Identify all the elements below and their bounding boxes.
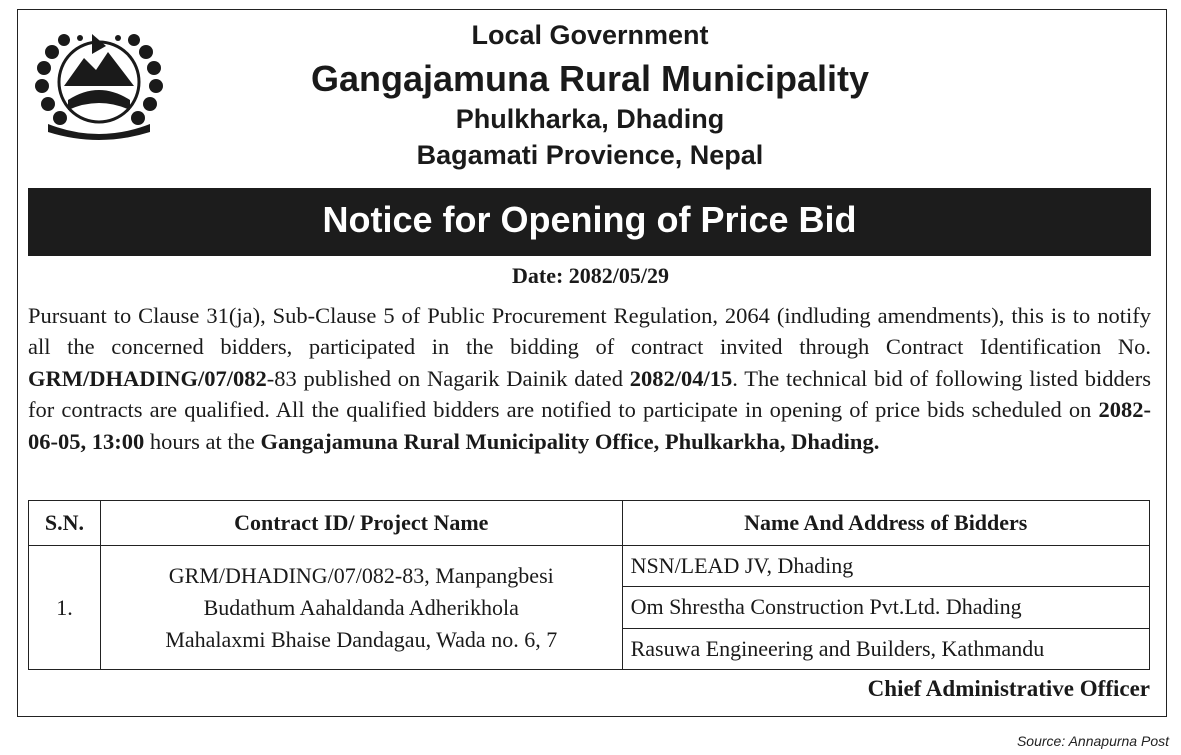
table-row [29,546,1150,587]
project-line: Budathum Aahaldanda Adherikhola [203,594,519,620]
body-text-2: -83 published on Nagarik Dainik dated [266,365,630,391]
publication-date: 2082/04/15 [629,365,733,391]
header-province: Bagamati Provience, Nepal [416,140,764,170]
body-text-1: Pursuant to Clause 31(ja), Sub-Clause 5 of Public Procurement Regulation, 2064 (indluding amendments), this is to notify all the concerned bidders, participated in the bidding of contract invited through Contract Identification No. [28,303,1151,360]
header-sn: S.N. [29,501,101,546]
header-bidders: Name And Address of Bidders [622,501,1149,546]
header-project: Contract ID/ Project Name [100,501,622,546]
bidder-2: Om Shrestha Construction Pvt.Ltd. Dhading [622,587,1149,628]
row-sn: 1. [29,546,101,670]
header-municipality: Gangajamuna Rural Municipality [310,58,870,99]
contract-id: GRM/DHADING/07/082 [28,365,267,391]
notice-body [28,300,1151,457]
opening-venue: Gangajamuna Rural Municipality Office, Phulkarkha, Dhading. [260,428,880,454]
bidder-1: NSN/LEAD JV, Dhading [622,546,1149,587]
header-government: Local Government [471,20,709,50]
opening-datetime: 2082-06-05, 13:00 [28,397,1151,454]
project-line: Mahalaxmi Bhaise Dandagau, Wada no. 6, 7 [165,626,558,652]
body-text-3: . The technical bid of following listed bidders for contracts are qualified. All the qualified bidders are notified to participate in opening of price bids scheduled on [28,365,1152,423]
project-line: GRM/DHADING/07/082-83, Manpangbesi [168,562,554,588]
emblem-caption: नेपाल सरकार [81,125,117,133]
header-place: Phulkharka, Dhading [455,104,725,134]
notice-title: Notice for Opening of Price Bid [28,188,1151,256]
notice-date: Date: 2082/05/29 [511,263,670,288]
body-text-4: hours at the [144,428,261,454]
table-header-row [29,501,1150,546]
nepal-government-emblem [34,24,164,140]
signature: Chief Administrative Officer [867,676,1150,701]
row-project [100,546,622,670]
bidder-3: Rasuwa Engineering and Builders, Kathmandu [622,628,1149,669]
source-credit: Source: Annapurna Post [1016,733,1169,749]
bidders-table [28,500,1150,670]
